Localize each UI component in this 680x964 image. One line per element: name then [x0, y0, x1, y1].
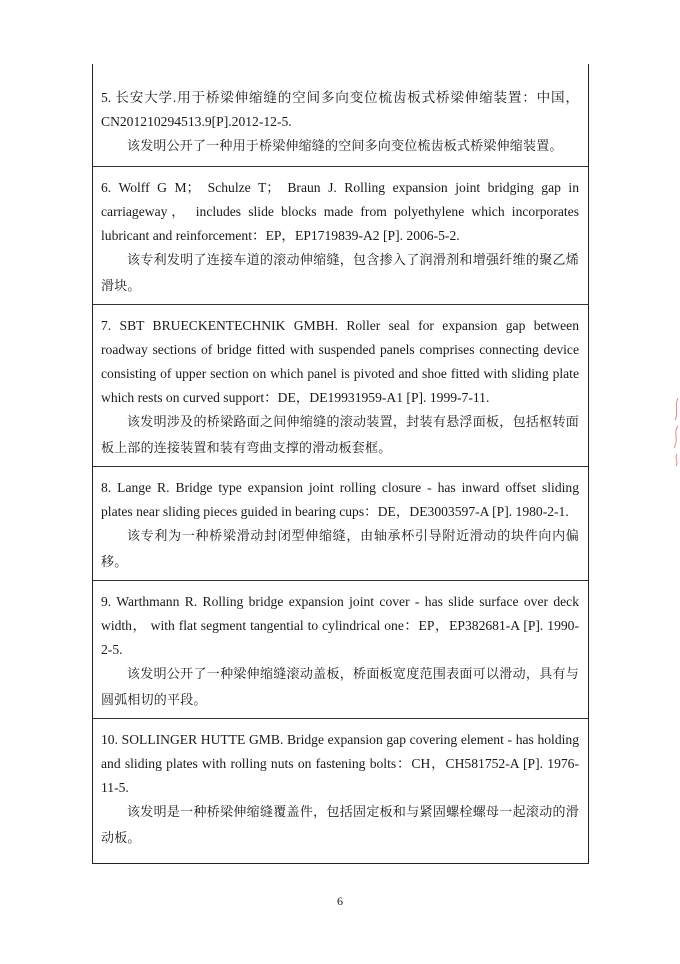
reference-citation: 7. SBT BRUECKENTECHNIK GMBH. Roller seal for expansion gap between roadway sections of bridge fitted with suspended panels comprises connecting device consisting of upper section on which panel is pivoted and shoe fitted with sliding plate which rests on curved support：DE，DE19931959-A1 [P]. 1999-7-11. [101, 318, 579, 405]
reference-citation: 9. Warthmann R. Rolling bridge expansion joint cover - has slide surface over deck width， with flat segment tangential to cylindrical one：EP，EP382681-A [P]. 1990-2-5. [101, 594, 579, 657]
reference-entry-10 [101, 728, 579, 852]
reference-table [92, 64, 589, 864]
row-divider [93, 580, 588, 581]
reference-entry-5 [101, 86, 579, 160]
reference-summary: 该专利为一种桥梁滑动封闭型伸缩缝，由轴承杯引导附近滑动的块件向内偏移。 [101, 529, 579, 570]
reference-summary: 该专利发明了连接车道的滚动伸缩缝，包含掺入了润滑剂和增强纤维的聚乙烯滑块。 [101, 253, 579, 294]
row-divider [93, 466, 588, 467]
reference-citation: 5. 长安大学.用于桥梁伸缩缝的空间多向变位梳齿板式桥梁伸缩装置：中国，CN201210294513.9[P].2012-12-5. [101, 90, 579, 129]
page-number: 6 [337, 894, 343, 908]
reference-citation: 6. Wolff G M； Schulze T； Braun J. Rolling expansion joint bridging gap in carriageway， includes slide blocks made from polyethylene which incorporates lubricant and reinforcement：EP，EP1719839-A2 [P]. 2006-5-2. [101, 180, 579, 243]
reference-entry-9 [101, 590, 579, 714]
reference-summary: 该发明公开了一种用于桥梁伸缩缝的空间多向变位梳齿板式桥梁伸缩装置。 [127, 139, 563, 154]
row-divider [93, 304, 588, 305]
reference-entry-6 [101, 176, 579, 300]
reference-entry-7 [101, 314, 579, 462]
stamp-fragment [672, 396, 680, 468]
row-divider [93, 166, 588, 167]
reference-summary: 该发明是一种桥梁伸缩缝覆盖件，包括固定板和与紧固螺栓螺母一起滚动的滑动板。 [101, 805, 579, 846]
reference-entry-8 [101, 476, 579, 576]
row-divider [93, 718, 588, 719]
reference-citation: 10. SOLLINGER HUTTE GMB. Bridge expansion gap covering element - has holding and sliding plates with rolling nuts on fastening bolts：CH，CH581752-A [P]. 1976-11-5. [101, 732, 579, 795]
reference-citation: 8. Lange R. Bridge type expansion joint rolling closure - has inward offset sliding plates near sliding pieces guided in bearing cups：DE，DE3003597-A [P]. 1980-2-1. [101, 480, 579, 519]
reference-summary: 该发明公开了一种梁伸缩缝滚动盖板，桥面板宽度范围表面可以滑动，具有与圆弧相切的平段。 [101, 667, 579, 708]
reference-summary: 该发明涉及的桥梁路面之间伸缩缝的滚动装置，封装有悬浮面板，包括枢转面板上部的连接装置和装有弯曲支撑的滑动板套框。 [101, 415, 579, 456]
